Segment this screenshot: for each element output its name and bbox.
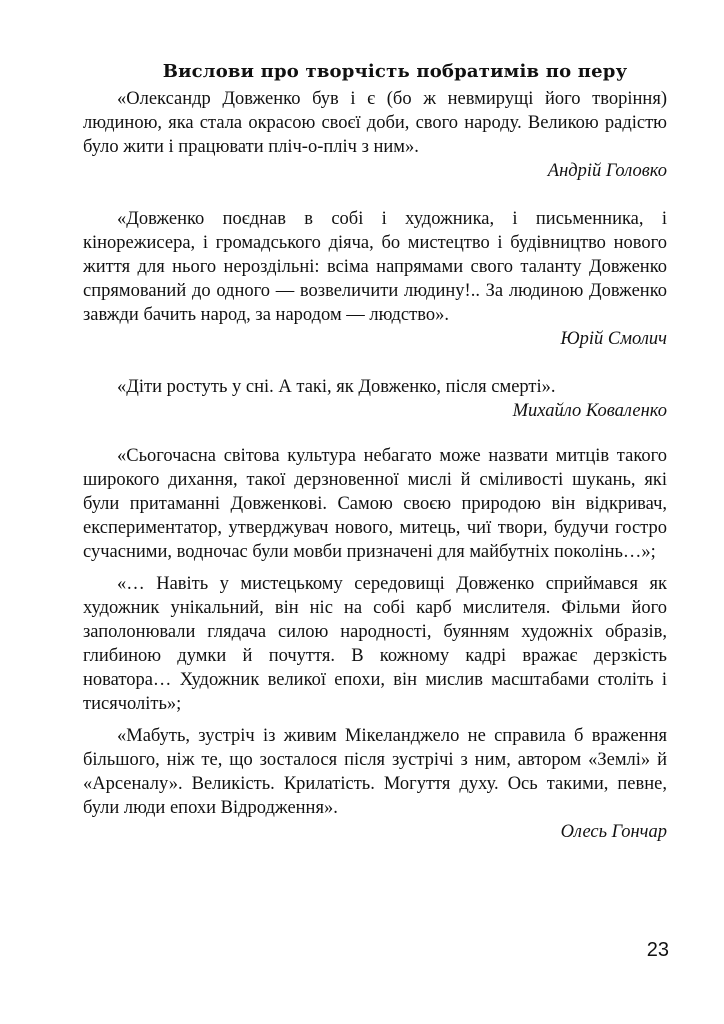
quote-honchar-3: «Мабуть, зустріч із живим Мікеланджело не справила б враження більшого, ніж те, що зосталося після зустрічі з ним, автором «Землі» й «Арсеналу». Великість. Крилатість. Могуття духу. Ось такими, певне, були люди епохи Відродження». [83,726,667,818]
author-honchar: Олесь Гончар [560,822,667,842]
document-page [83,58,667,958]
quote-kovalenko: «Діти ростуть у сні. А такі, як Довженко, після смерті». [117,377,556,397]
paragraph-gap [83,564,667,572]
author-smolych: Юрій Смолич [560,329,667,349]
author-kovalenko: Михайло Коваленко [512,401,667,421]
quote-honchar-2: «… Навіть у мистецькому середовищі Довженко сприймався як художник унікальний, він ніс на собі карб мислителя. Фільми його заполонювали глядача силою народності, буянням художніх образів, глибиною думки й почуття. В кожному кадрі вражає дерзкість новатора… Художник великої епохи, він мислив масштабами століть і тисячоліть»; [83,574,667,714]
section-gap [83,351,667,375]
section-gap [83,183,667,207]
quote-holovko: «Олександр Довженко був і є (бо ж невмирущі його творіння) людиною, яка стала окрасою своєї доби, свого народу. Великою радістю було жити і працювати пліч-о-пліч з ним». [83,89,667,157]
quote-honchar-1: «Сьогочасна світова культура небагато може назвати митців такого широкого дихання, такої дерзновенної мислі й сміливості шукань, які були притаманні Довженкові. Самою своєю природою він відкривач, експериментатор, утверджувач нового, митець, чиї твори, будучи гостро сучасними, водночас були мовби призначені для майбутніх поколінь…»; [83,446,667,562]
paragraph-gap [83,716,667,724]
page-number: 23 [646,939,669,961]
section-gap [83,423,667,444]
author-holovko: Андрій Головко [547,161,667,181]
quote-smolych: «Довженко поєднав в собі і художника, і письменника, і кінорежисера, і громадського діяча, бо мистецтво і будівництво нового життя для нього нероздільні: всіма напрямами свого таланту Довженко спрямований до одного — возвеличити людину!.. За людиною Довженко завжди бачить народ, за народом — людство». [83,209,667,325]
page-title: Вислови про творчість побратимів по перу [162,61,628,82]
